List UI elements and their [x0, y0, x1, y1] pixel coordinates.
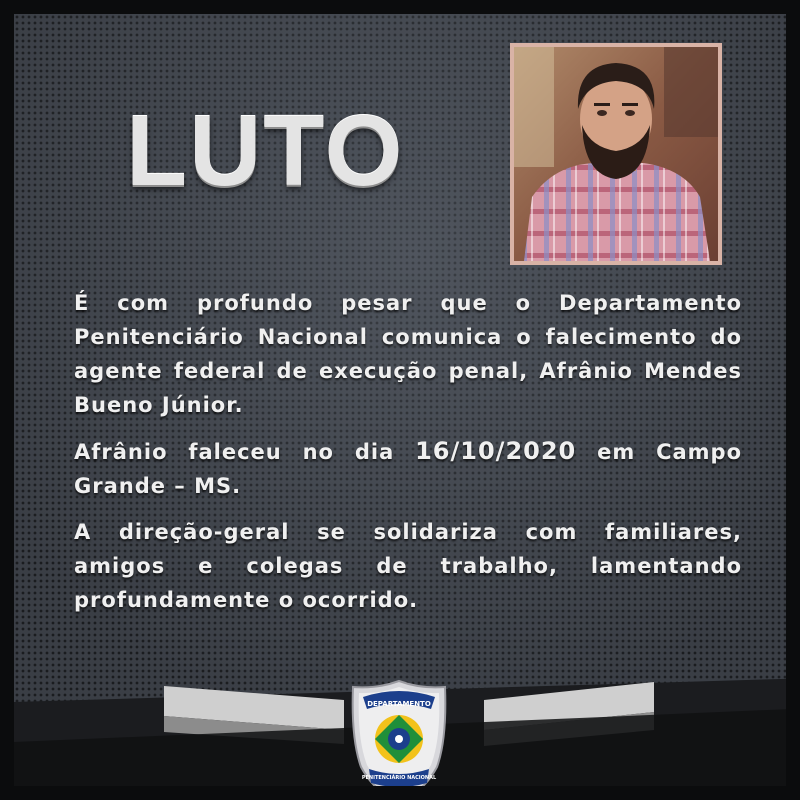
portrait-photo — [510, 43, 722, 265]
death-date: 16/10/2020 — [415, 437, 577, 465]
depen-badge-icon — [349, 679, 449, 800]
emblem-top-text: DEPARTAMENTO — [367, 700, 431, 708]
paragraph-death-details — [74, 434, 742, 503]
title: LUTO — [126, 95, 405, 207]
paragraph-condolences: A direção-geral se solidariza com familiares, amigos e colegas de trabalho, lamentando profundamente o ocorrido. — [74, 520, 742, 612]
notice-text — [74, 286, 742, 629]
emblem-bottom-text: PENITENCIÁRIO NACIONAL — [361, 775, 437, 781]
depen-emblem — [349, 679, 449, 800]
paragraph-announcement: É com profundo pesar que o Departamento Penitenciário Nacional comunica o falecimento do agente federal de execução penal, Afrânio Mendes Bueno Júnior. — [74, 291, 742, 417]
death-text-after: em Campo Grande – MS. — [74, 440, 743, 498]
death-text-before: Afrânio faleceu no dia — [74, 440, 416, 464]
portrait-image — [514, 47, 718, 261]
